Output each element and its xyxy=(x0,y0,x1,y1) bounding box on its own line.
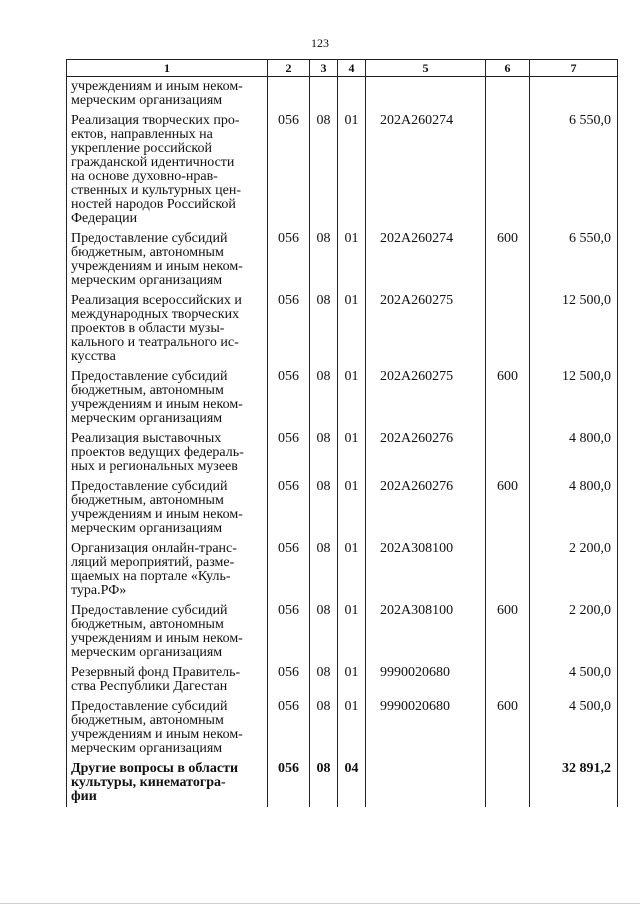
table-row xyxy=(67,759,618,807)
bottom-edge-divider xyxy=(0,903,640,904)
section-code-cell: 08 xyxy=(310,477,338,539)
amount-cell: 32 891,2 xyxy=(530,759,618,807)
table-row xyxy=(67,429,618,477)
ministry-code-cell: 056 xyxy=(268,111,310,229)
section-code-cell xyxy=(310,77,338,112)
subsection-code-cell: 01 xyxy=(338,601,366,663)
target-article-code-cell: 202A260276 xyxy=(366,477,486,539)
item-name-cell: учреждениям и иным неком- мерческим организациям xyxy=(67,77,268,112)
target-article-code-cell: 202A260275 xyxy=(366,367,486,429)
section-code-cell: 08 xyxy=(310,111,338,229)
amount-cell: 2 200,0 xyxy=(530,601,618,663)
target-article-code-cell: 202A308100 xyxy=(366,601,486,663)
table-row xyxy=(67,291,618,367)
table-row xyxy=(67,111,618,229)
amount-cell: 12 500,0 xyxy=(530,291,618,367)
amount-cell: 4 800,0 xyxy=(530,429,618,477)
expense-type-code-cell xyxy=(486,77,530,112)
subsection-code-cell xyxy=(338,77,366,112)
target-article-code-cell: 202A260275 xyxy=(366,291,486,367)
item-name-cell: Предоставление субсидий бюджетным, автономным учреждениям и иным неком- мерческим организациям xyxy=(67,229,268,291)
column-header-5: 5 xyxy=(366,60,486,77)
table-body xyxy=(67,77,618,808)
section-code-cell: 08 xyxy=(310,663,338,697)
target-article-code-cell: 9990020680 xyxy=(366,697,486,759)
column-header-7: 7 xyxy=(530,60,618,77)
expense-type-code-cell xyxy=(486,663,530,697)
subsection-code-cell: 01 xyxy=(338,697,366,759)
amount-cell: 4 500,0 xyxy=(530,663,618,697)
subsection-code-cell: 01 xyxy=(338,663,366,697)
table-row xyxy=(67,663,618,697)
budget-table xyxy=(66,59,618,807)
table-row xyxy=(67,229,618,291)
target-article-code-cell: 202A260274 xyxy=(366,229,486,291)
subsection-code-cell: 01 xyxy=(338,429,366,477)
section-code-cell: 08 xyxy=(310,759,338,807)
item-name-cell: Реализация выставочных проектов ведущих федераль- ных и региональных музеев xyxy=(67,429,268,477)
table-row xyxy=(67,697,618,759)
item-name-cell: Реализация всероссийских и международных творческих проектов в области музы- кального и театрального ис- кусства xyxy=(67,291,268,367)
target-article-code-cell: 202A308100 xyxy=(366,539,486,601)
item-name-cell: Предоставление субсидий бюджетным, автономным учреждениям и иным неком- мерческим организациям xyxy=(67,697,268,759)
section-code-cell: 08 xyxy=(310,229,338,291)
ministry-code-cell xyxy=(268,77,310,112)
expense-type-code-cell: 600 xyxy=(486,697,530,759)
subsection-code-cell: 01 xyxy=(338,111,366,229)
table-row xyxy=(67,601,618,663)
section-code-cell: 08 xyxy=(310,601,338,663)
item-name-cell: Предоставление субсидий бюджетным, автономным учреждениям и иным неком- мерческим организациям xyxy=(67,367,268,429)
section-code-cell: 08 xyxy=(310,367,338,429)
ministry-code-cell: 056 xyxy=(268,697,310,759)
ministry-code-cell: 056 xyxy=(268,601,310,663)
table-row xyxy=(67,539,618,601)
target-article-code-cell: 202A260276 xyxy=(366,429,486,477)
column-header-2: 2 xyxy=(268,60,310,77)
ministry-code-cell: 056 xyxy=(268,229,310,291)
target-article-code-cell xyxy=(366,759,486,807)
item-name-cell: Организация онлайн-транс- ляций мероприятий, разме- щаемых на портале «Куль- тура.РФ» xyxy=(67,539,268,601)
amount-cell: 12 500,0 xyxy=(530,367,618,429)
subsection-code-cell: 01 xyxy=(338,229,366,291)
item-name-cell: Резервный фонд Правитель- ства Республики Дагестан xyxy=(67,663,268,697)
column-header-3: 3 xyxy=(310,60,338,77)
ministry-code-cell: 056 xyxy=(268,663,310,697)
subsection-code-cell: 04 xyxy=(338,759,366,807)
expense-type-code-cell: 600 xyxy=(486,601,530,663)
item-name-cell: Предоставление субсидий бюджетным, автономным учреждениям и иным неком- мерческим организациям xyxy=(67,601,268,663)
amount-cell: 4 800,0 xyxy=(530,477,618,539)
header-row xyxy=(67,60,618,77)
ministry-code-cell: 056 xyxy=(268,291,310,367)
table-row xyxy=(67,77,618,112)
expense-type-code-cell xyxy=(486,111,530,229)
section-code-cell: 08 xyxy=(310,697,338,759)
amount-cell: 4 500,0 xyxy=(530,697,618,759)
table-row xyxy=(67,477,618,539)
subsection-code-cell: 01 xyxy=(338,367,366,429)
expense-type-code-cell: 600 xyxy=(486,229,530,291)
ministry-code-cell: 056 xyxy=(268,477,310,539)
column-header-6: 6 xyxy=(486,60,530,77)
target-article-code-cell: 202A260274 xyxy=(366,111,486,229)
section-code-cell: 08 xyxy=(310,539,338,601)
column-header-1: 1 xyxy=(67,60,268,77)
amount-cell xyxy=(530,77,618,112)
subsection-code-cell: 01 xyxy=(338,539,366,601)
ministry-code-cell: 056 xyxy=(268,429,310,477)
expense-type-code-cell xyxy=(486,291,530,367)
ministry-code-cell: 056 xyxy=(268,759,310,807)
item-name-cell: Предоставление субсидий бюджетным, автономным учреждениям и иным неком- мерческим организациям xyxy=(67,477,268,539)
subsection-code-cell: 01 xyxy=(338,291,366,367)
expense-type-code-cell: 600 xyxy=(486,477,530,539)
table-row xyxy=(67,367,618,429)
subsection-code-cell: 01 xyxy=(338,477,366,539)
column-header-4: 4 xyxy=(338,60,366,77)
expense-type-code-cell xyxy=(486,759,530,807)
amount-cell: 6 550,0 xyxy=(530,111,618,229)
page-number: 123 xyxy=(311,36,329,50)
item-name-cell: Реализация творческих про- ектов, направленных на укрепление российской гражданской идентичности на основе духовно-нрав- ственных и культурных цен- ностей народов Российской Федерации xyxy=(67,111,268,229)
amount-cell: 2 200,0 xyxy=(530,539,618,601)
target-article-code-cell: 9990020680 xyxy=(366,663,486,697)
amount-cell: 6 550,0 xyxy=(530,229,618,291)
ministry-code-cell: 056 xyxy=(268,539,310,601)
expense-type-code-cell xyxy=(486,429,530,477)
expense-type-code-cell xyxy=(486,539,530,601)
item-name-cell: Другие вопросы в области культуры, кинематогра- фии xyxy=(67,759,268,807)
ministry-code-cell: 056 xyxy=(268,367,310,429)
section-code-cell: 08 xyxy=(310,291,338,367)
section-code-cell: 08 xyxy=(310,429,338,477)
target-article-code-cell xyxy=(366,77,486,112)
expense-type-code-cell: 600 xyxy=(486,367,530,429)
